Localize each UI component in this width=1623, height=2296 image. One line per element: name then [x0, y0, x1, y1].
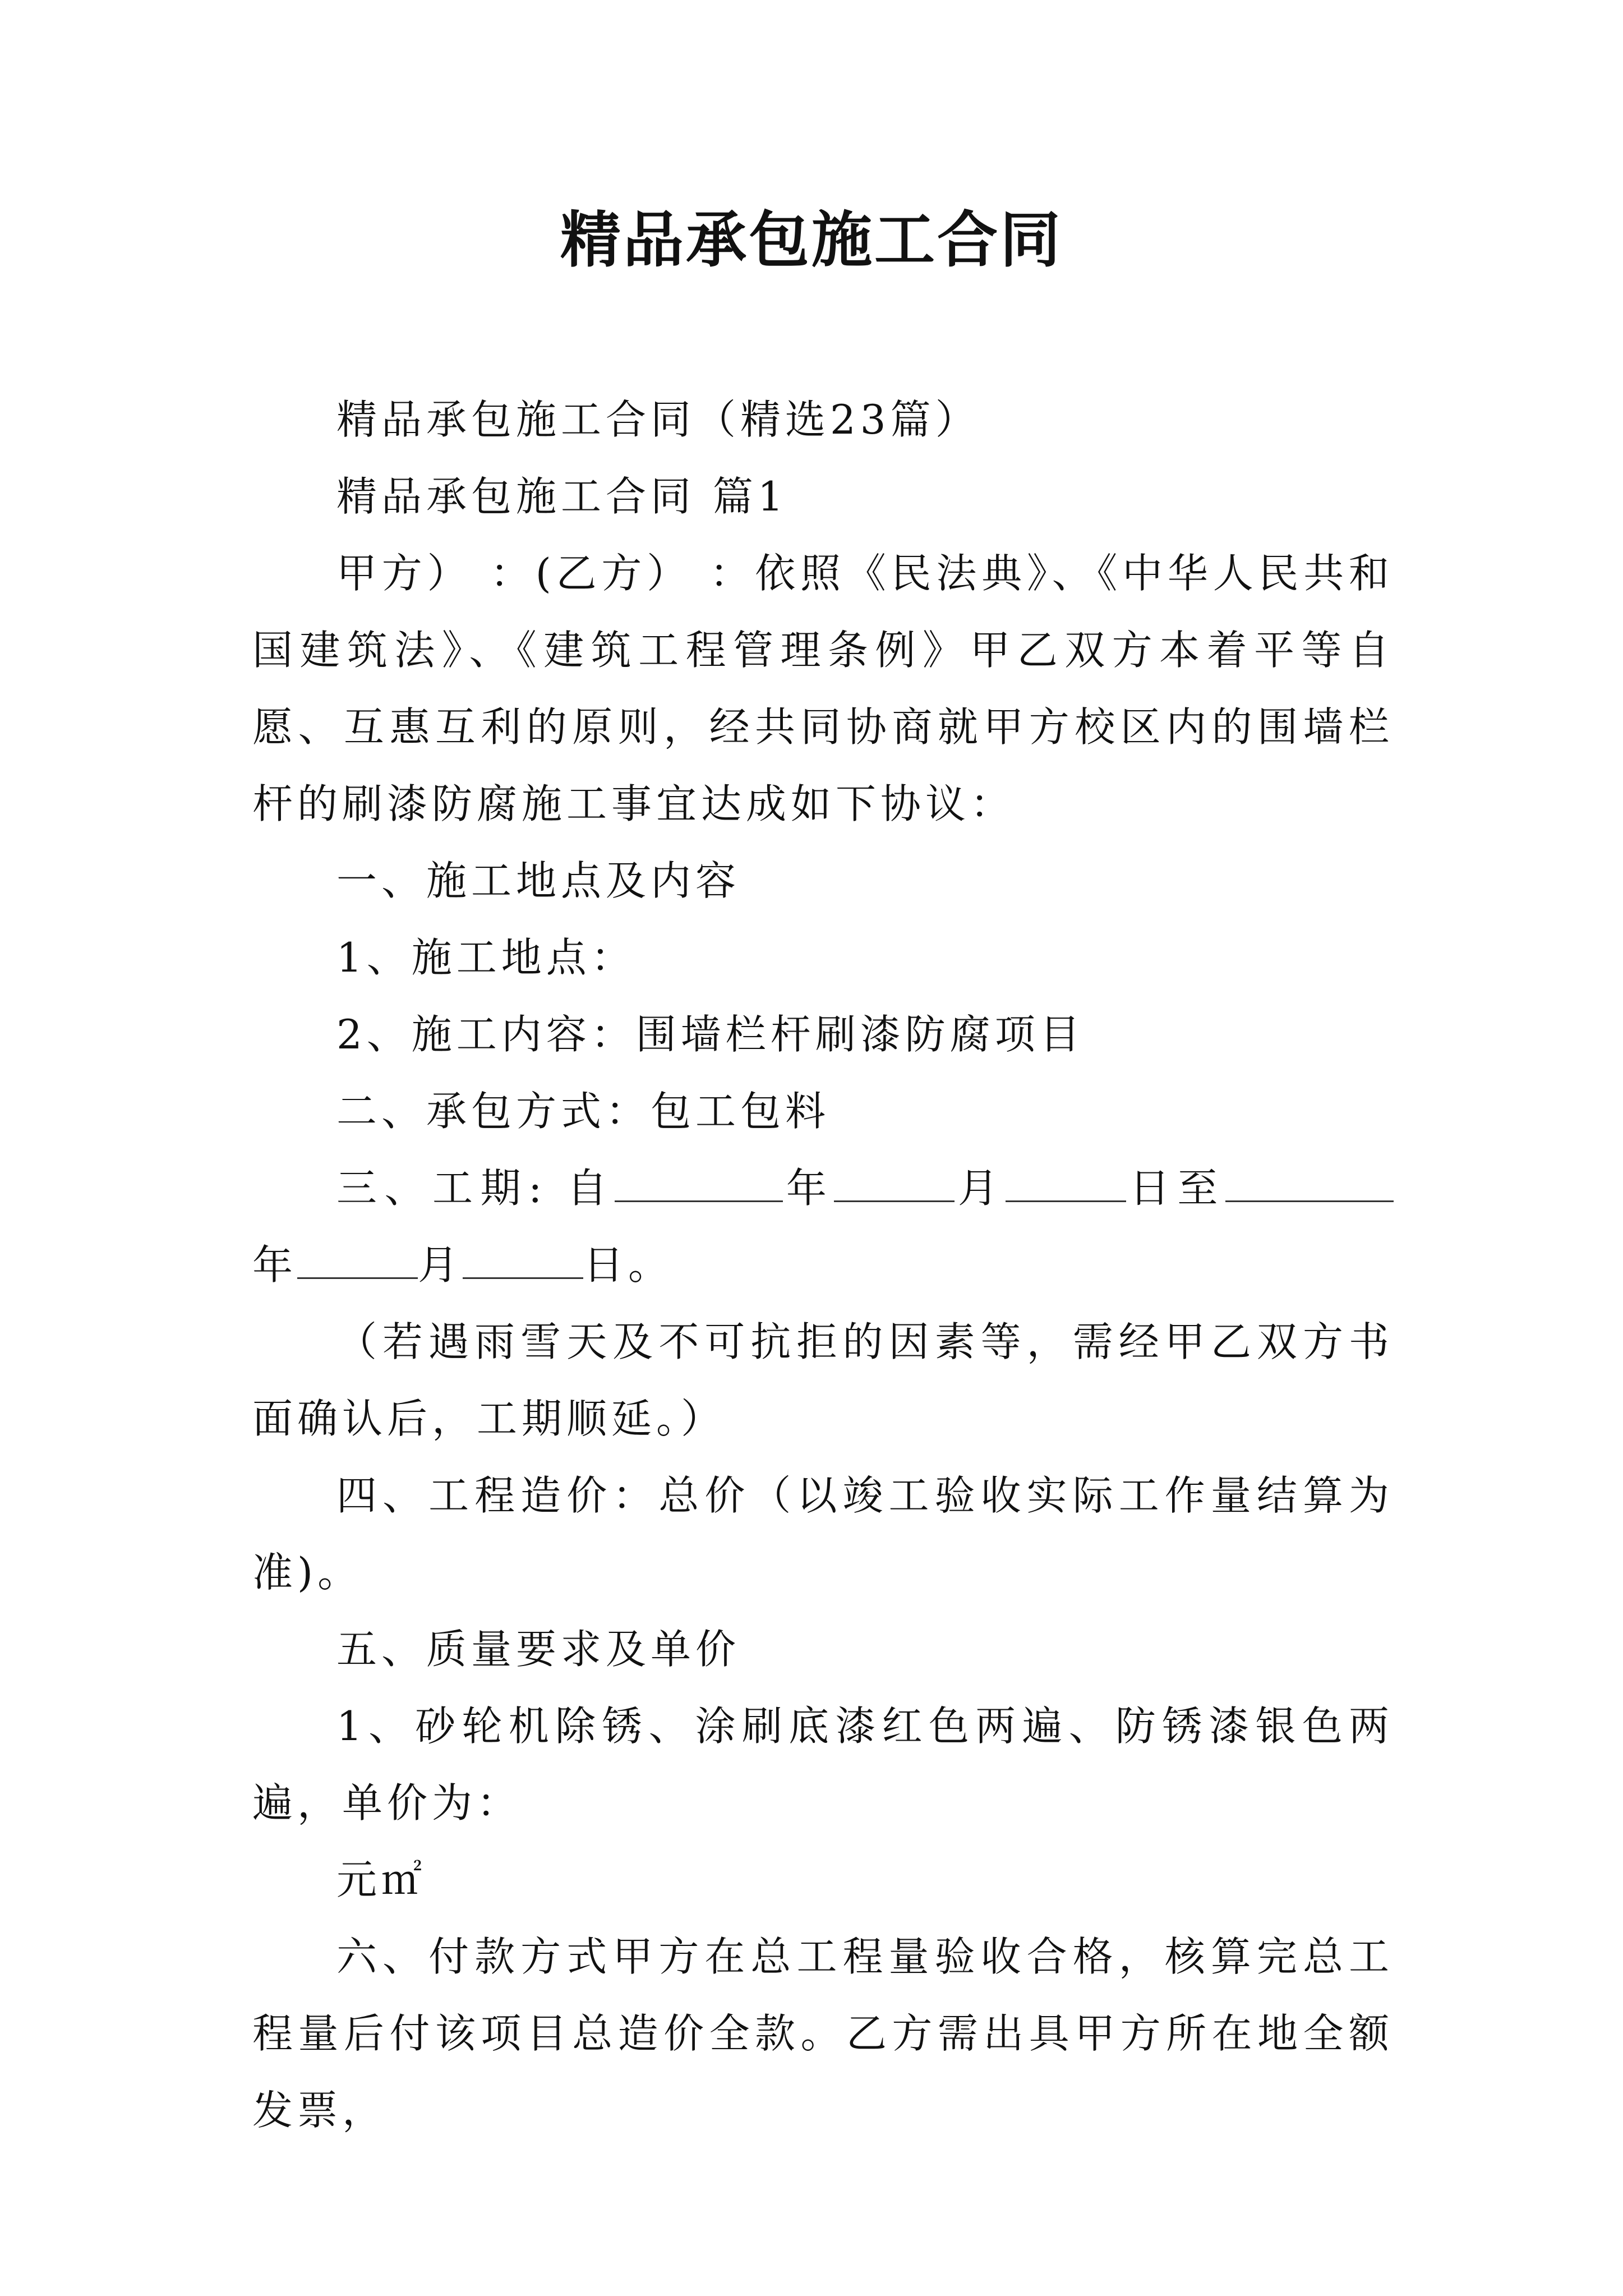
blank-start-year [615, 1161, 783, 1202]
label-month-2: 月 [418, 1241, 463, 1289]
paragraph-clause-5: 五、质量要求及单价 [336, 1626, 741, 1673]
document-body [252, 381, 1394, 2149]
paragraph-clause-5-unit: 元㎡ [336, 1856, 427, 1903]
paragraph-clause-1: 一、施工地点及内容 [336, 857, 741, 904]
blank-end-day [463, 1238, 583, 1279]
period-prefix: 三、工期: 自 [336, 1165, 615, 1212]
document-title: 精品承包施工合同 [560, 205, 1063, 275]
blank-end-year [1225, 1161, 1394, 1202]
paragraph-clause-5-item-1: 1、砂轮机除锈、涂刷底漆红色两遍、防锈漆银色两遍，单价为： [252, 1703, 1394, 1826]
label-month-1: 月 [955, 1165, 1006, 1212]
paragraph-clause-1-location: 1、施工地点： [336, 934, 636, 981]
paragraph-clause-2: 二、承包方式：包工包料 [336, 1088, 831, 1135]
blank-end-month [297, 1238, 418, 1279]
blank-start-day [1006, 1161, 1126, 1202]
paragraph-clause-3-period [252, 1150, 1394, 1304]
paragraph-preamble: 甲方） ：(乙方） ：依照《民法典》、《中华人民共和国建筑法》、《建筑工程管理条例》甲乙双方本着平等自愿、互惠互利的原则，经共同协商就甲方校区内的围墙栏杆的刷漆防腐施工事宜达成如下协议： [252, 550, 1394, 827]
paragraph-clause-3-note: （若遇雨雪天及不可抗拒的因素等，需经甲乙双方书面确认后，工期顺延。） [252, 1318, 1394, 1442]
paragraph-clause-4: 四、工程造价：总价（以竣工验收实际工作量结算为准)。 [252, 1472, 1394, 1596]
label-day-1: 日至 [1126, 1165, 1225, 1212]
paragraph-section-heading: 精品承包施工合同 篇1 [336, 473, 788, 520]
label-day-2: 日。 [583, 1241, 674, 1289]
paragraph-subtitle: 精品承包施工合同（精选23篇） [336, 396, 980, 443]
paragraph-clause-1-content: 2、施工内容：围墙栏杆刷漆防腐项目 [336, 1011, 1085, 1058]
blank-start-month [834, 1161, 955, 1202]
label-year-2: 年 [252, 1241, 298, 1289]
label-year-1: 年 [783, 1165, 834, 1212]
paragraph-clause-6: 六、付款方式甲方在总工程量验收合格，核算完总工程量后付该项目总造价全款。乙方需出具甲方所在地全额发票， [252, 1933, 1394, 2134]
